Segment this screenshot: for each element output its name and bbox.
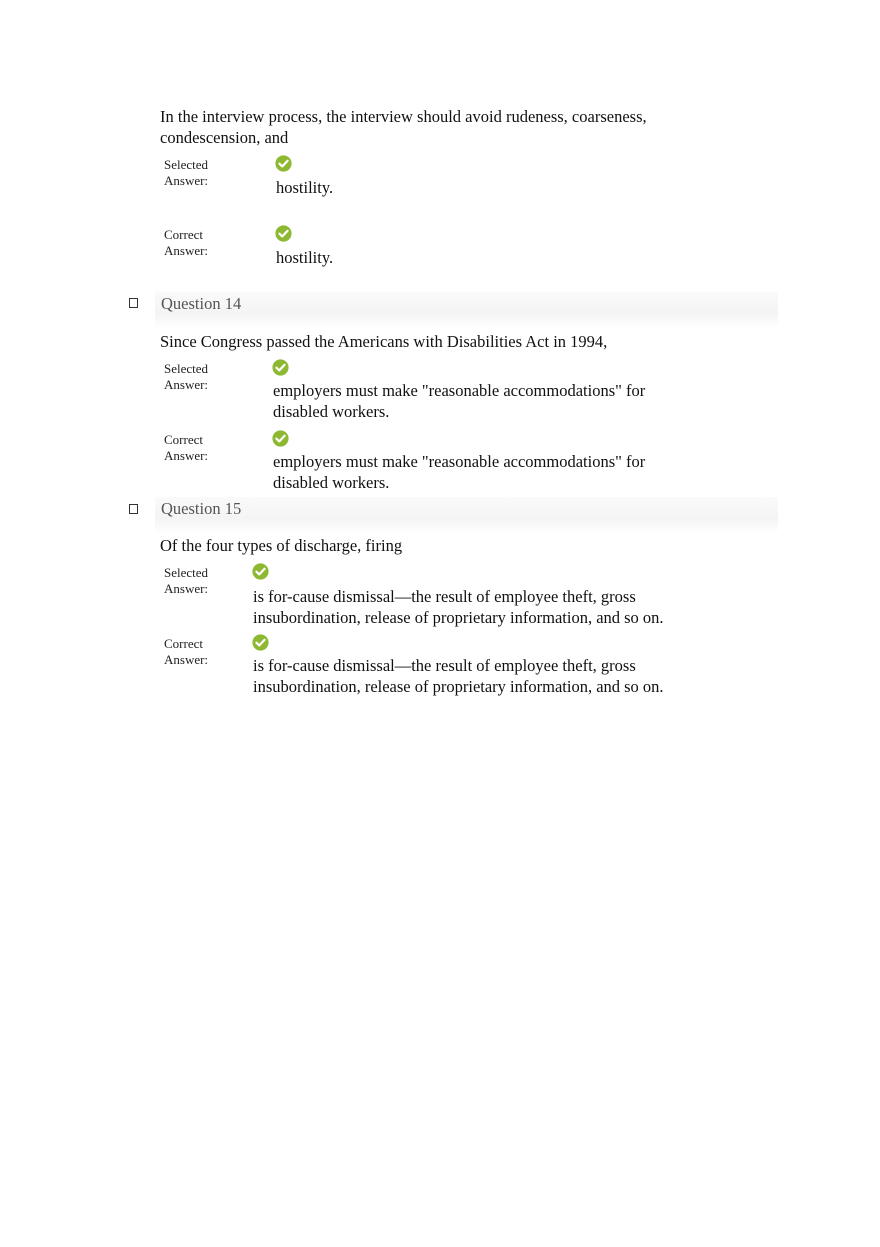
selected-answer-text: employers must make "reasonable accommodations" for disabled workers. [273,381,646,421]
selected-answer-label: Selected Answer: [164,565,209,596]
question-14-title: Question 14 [161,294,242,313]
correct-answer-label: Correct Answer: [164,432,209,463]
check-circle-icon [252,634,269,651]
check-circle-icon [272,359,289,376]
correct-answer-text: employers must make "reasonable accommodations" for disabled workers. [273,452,646,492]
selected-answer-text: is for-cause dismissal—the result of employee theft, gross insubordination, release of proprietary information, and so on. [253,587,664,627]
question-15-prompt: Of the four types of discharge, firing [160,536,403,555]
correct-answer-text: hostility. [276,248,334,267]
check-circle-icon [272,430,289,447]
question-13-prompt: In the interview process, the interview should avoid rudeness, coarseness, condescension, and [160,107,647,147]
correct-answer-text: is for-cause dismissal—the result of employee theft, gross insubordination, release of proprietary information, and so on. [253,656,664,696]
question-15-title: Question 15 [161,499,242,518]
question-14-prompt: Since Congress passed the Americans with Disabilities Act in 1994, [160,332,608,351]
correct-answer-label: Correct Answer: [164,227,209,258]
check-circle-icon [252,563,269,580]
question-14-header [155,292,778,328]
checkbox-icon[interactable] [129,504,138,514]
check-circle-icon [275,225,292,242]
checkbox-icon[interactable] [129,298,138,308]
selected-answer-label: Selected Answer: [164,157,209,188]
question-15-header [155,497,778,533]
selected-answer-text: hostility. [276,178,334,197]
correct-answer-label: Correct Answer: [164,636,209,667]
check-circle-icon [275,155,292,172]
selected-answer-label: Selected Answer: [164,361,209,392]
